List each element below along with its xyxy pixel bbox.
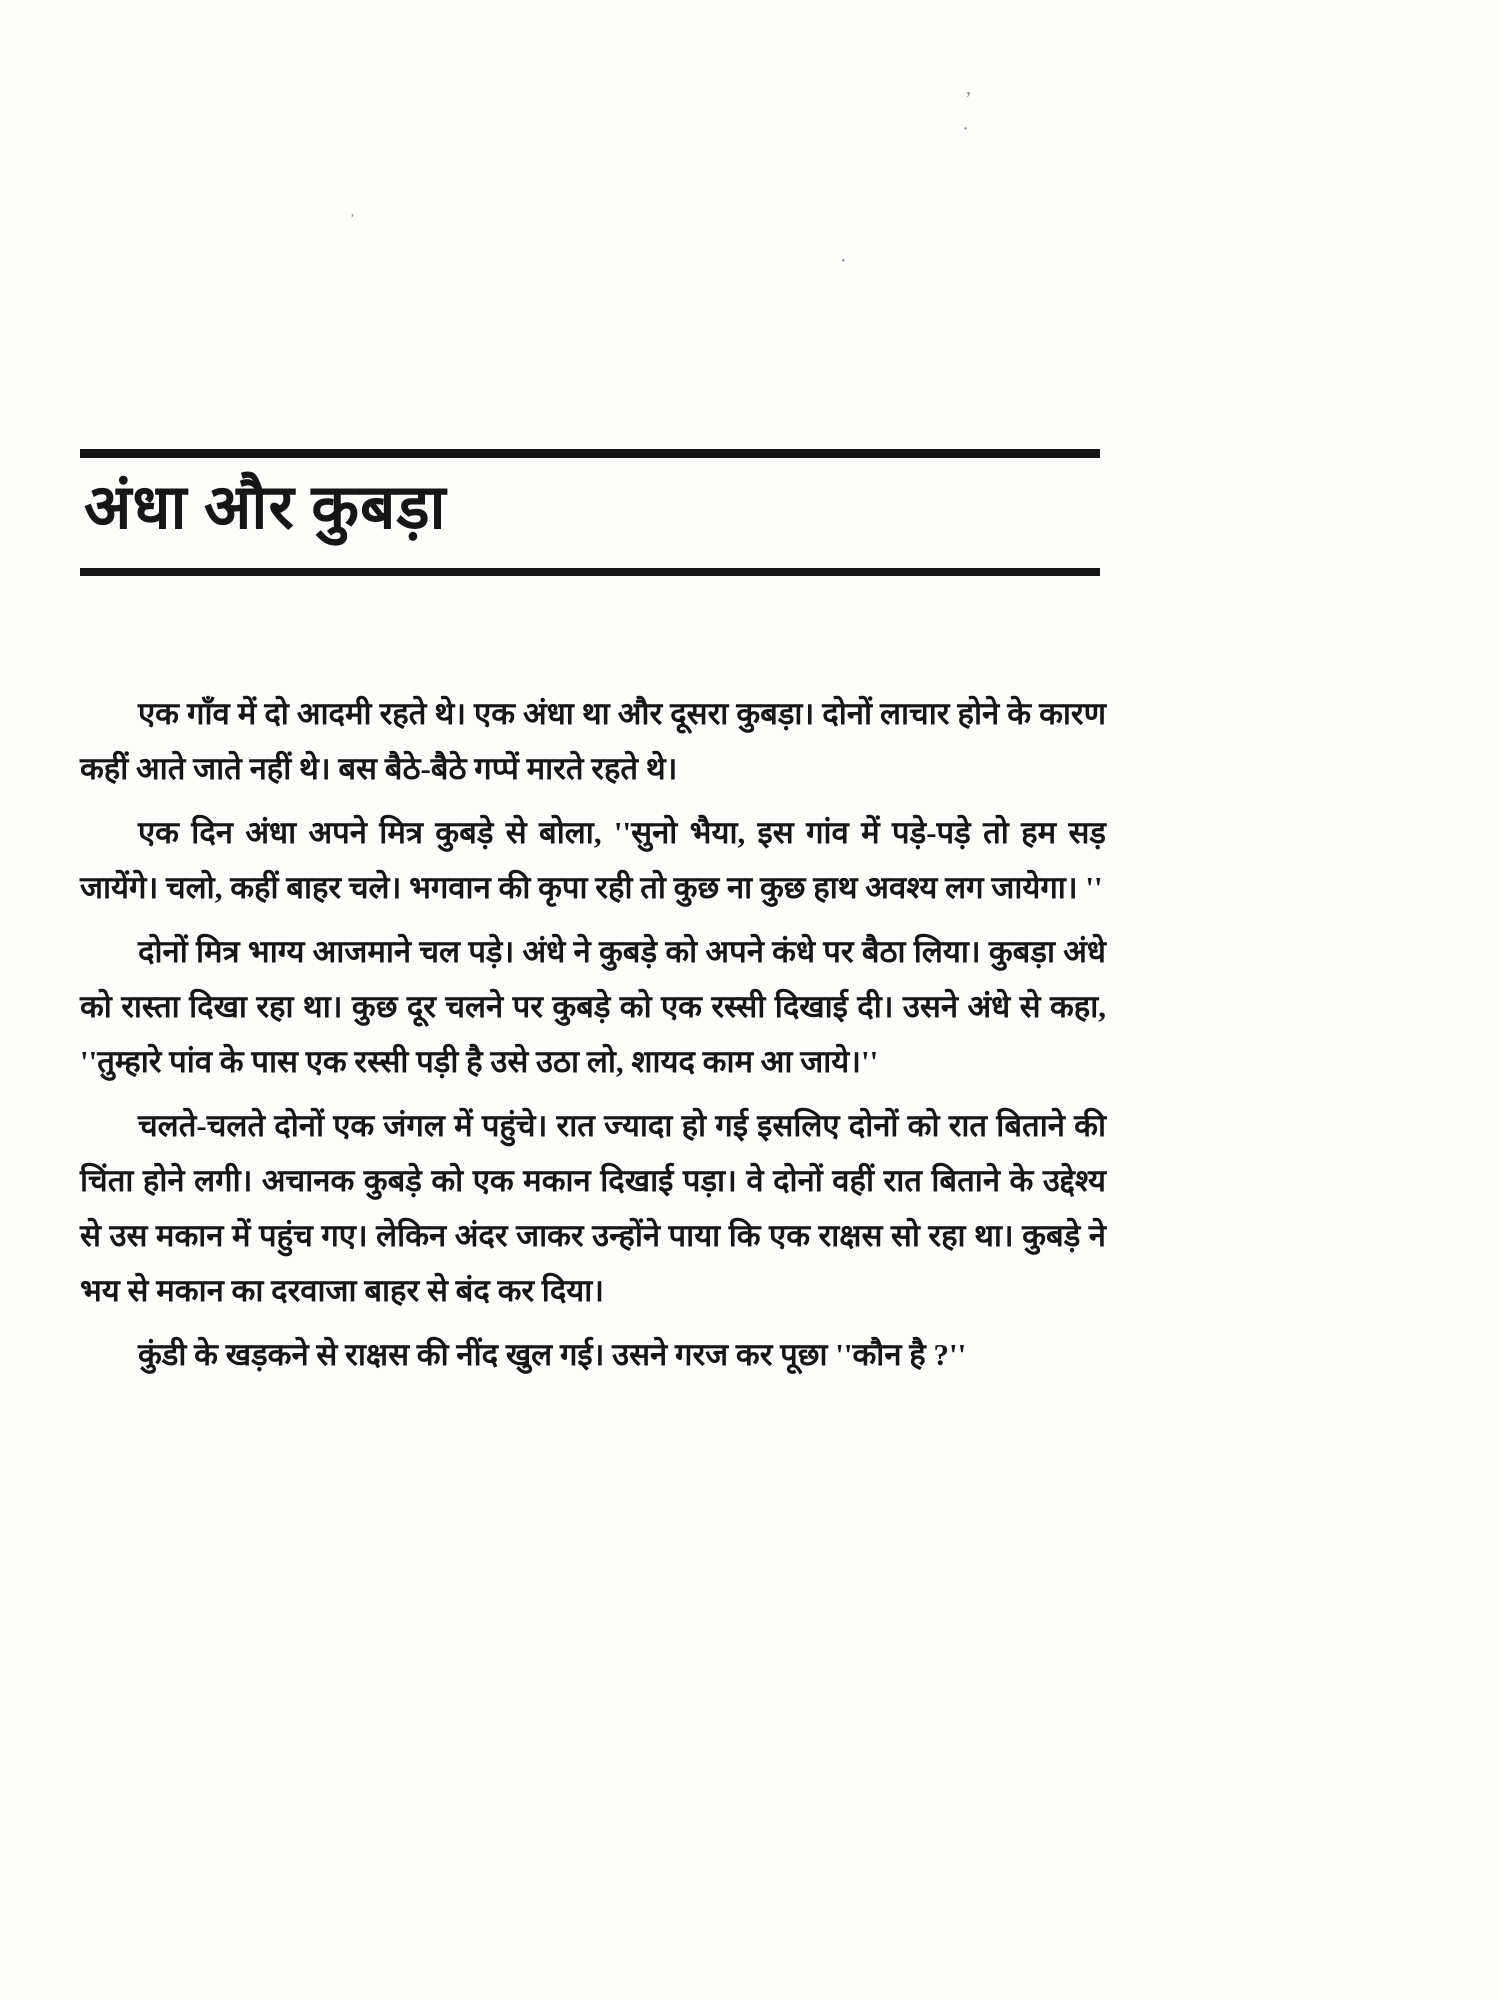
scan-speck: ’ (965, 88, 972, 110)
story-paragraph: दोनों मित्र भाग्य आजमाने चल पड़े। अंधे ने कुबड़े को अपने कंधे पर बैठा लिया। कुबड़ा अंधे को रास्ता दिखा रहा था। कुछ दूर चलने पर कुबड़े को एक रस्सी दिखाई दी। उसने अंधे से कहा, ''तुम्हारे पांव के पास एक रस्सी पड़ी है उसे उठा लो, शायद काम आ जाये।'' (80, 934, 1106, 1079)
scan-speck: · (840, 250, 847, 272)
story-paragraph: कुंडी के खड़कने से राक्षस की नींद खुल गई। उसने गरज कर पूछा ''कौन है ?'' (138, 1337, 967, 1372)
story-paragraph: चलते-चलते दोनों एक जंगल में पहुंचे। रात ज्यादा हो गई इसलिए दोनों को रात बिताने की चिंता होने लगी। अचानक कुबड़े को एक मकान दिखाई पड़ा। वे दोनों वहीं रात बिताने के उद्देश्य से उस मकान में पहुंच गए। लेकिन अंदर जाकर उन्होंने पाया कि एक राक्षस सो रहा था। कुबड़े ने भय से मकान का दरवाजा बाहर से बंद कर दिया। (80, 1108, 1106, 1308)
page-title: अंधा और कुबड़ा (84, 474, 447, 542)
story-body (80, 686, 1106, 1391)
story-paragraph: एक गाँव में दो आदमी रहते थे। एक अंधा था और दूसरा कुबड़ा। दोनों लाचार होने के कारण कहीं आते जाते नहीं थे। बस बैठे-बैठे गप्पें मारते रहते थे। (80, 696, 1106, 786)
scan-speck: ’ (350, 212, 355, 227)
scan-speck: · (959, 117, 971, 141)
title-rule-bottom (80, 568, 1100, 576)
story-paragraph: एक दिन अंधा अपने मित्र कुबड़े से बोला, ''सुनो भैया, इस गांव में पड़े-पड़े तो हम सड़ जायेंगे। चलो, कहीं बाहर चले। भगवान की कृपा रही तो कुछ ना कुछ हाथ अवश्य लग जायेगा। '' (80, 815, 1106, 905)
title-rule-top (80, 449, 1100, 458)
